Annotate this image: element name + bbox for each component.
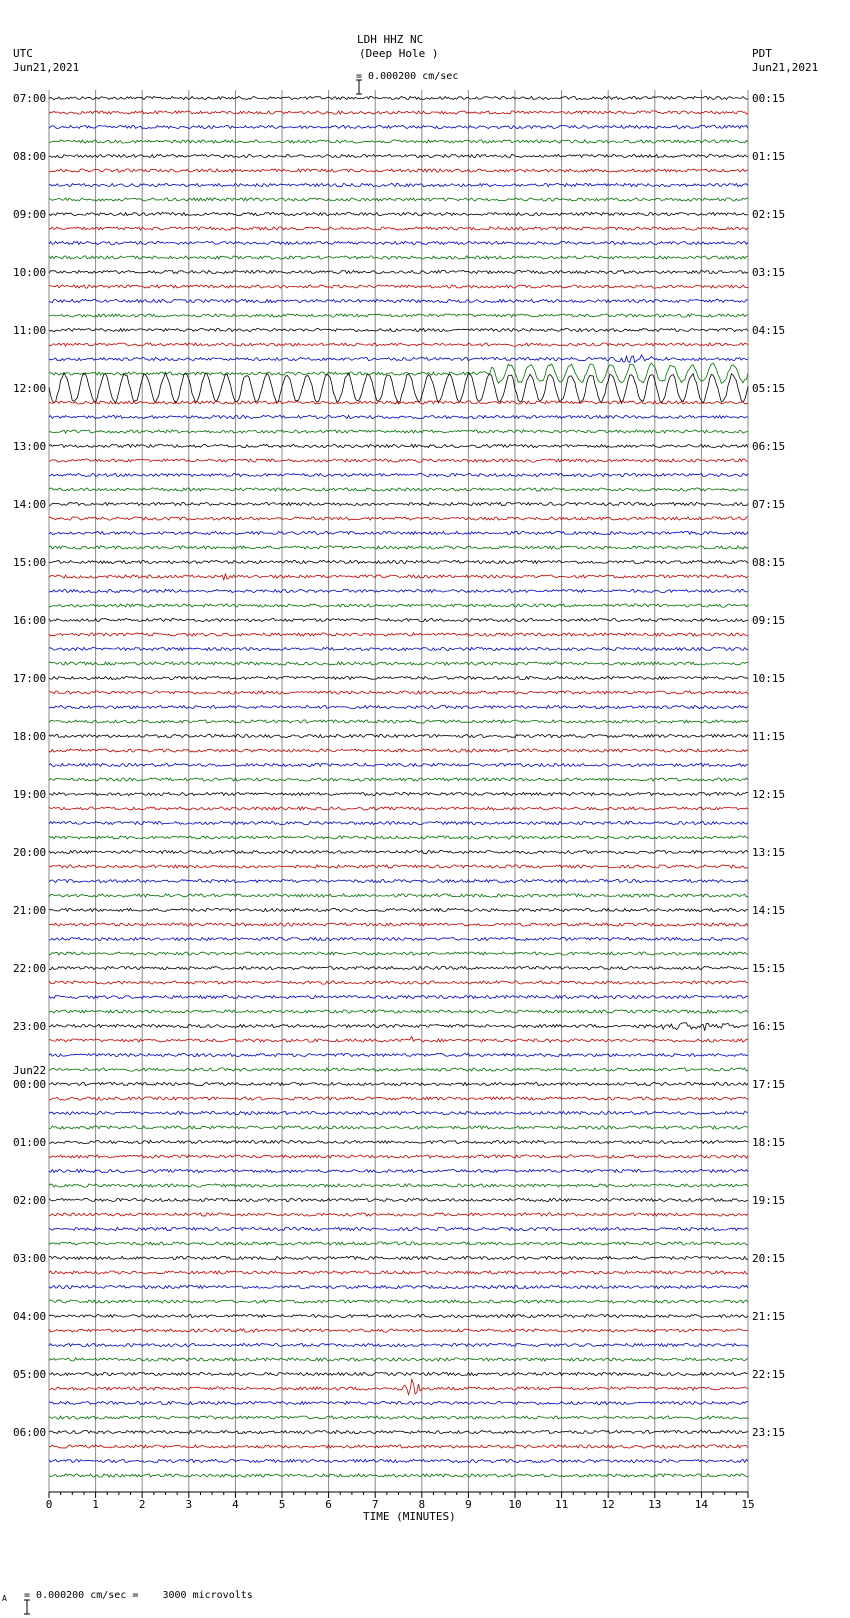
x-tick-label: 8 [418,1498,426,1511]
pdt-hour-label: 14:15 [752,904,786,917]
seismic-trace-24 [49,444,748,447]
pdt-hour-label: 00:15 [752,92,786,105]
seismic-trace-72 [49,1140,748,1143]
seismic-trace-13 [49,285,748,288]
seismic-trace-14 [49,299,748,302]
scale-label: = 0.000200 cm/sec [356,71,459,82]
pdt-hour-label: 23:15 [752,1426,786,1439]
seismic-trace-93 [49,1445,748,1448]
x-tick-label: 11 [554,1498,569,1511]
seismic-trace-92 [49,1430,748,1433]
seismic-trace-1 [49,111,748,114]
seismic-trace-9 [49,227,748,230]
utc-hour-label: 04:00 [13,1310,47,1323]
seismic-trace-64 [49,1023,748,1031]
utc-hour-label: 22:00 [13,962,47,975]
seismic-trace-85 [49,1329,748,1333]
seismic-trace-40 [49,676,748,679]
seismic-trace-39 [49,662,748,665]
seismic-trace-44 [49,734,748,737]
pdt-hour-label: 04:15 [752,324,786,337]
utc-hour-label: 11:00 [13,324,47,337]
utc-hour-label: 03:00 [13,1252,47,1265]
seismic-trace-33 [49,574,748,580]
seismic-trace-68 [49,1082,748,1085]
seismic-trace-65 [49,1036,748,1042]
seismic-trace-46 [49,763,748,766]
utc-hour-label: 17:00 [13,672,47,685]
x-tick-label: 13 [648,1498,662,1511]
pdt-hour-label: 15:15 [752,962,786,975]
seismic-trace-27 [49,488,748,491]
utc-label: UTC [13,47,33,60]
seismic-trace-79 [49,1242,748,1245]
utc-hour-label: 23:00 [13,1020,47,1033]
seismic-trace-90 [49,1401,748,1404]
seismic-trace-3 [49,140,748,143]
x-tick-label: 0 [45,1498,53,1511]
seismic-trace-10 [49,241,748,244]
date-change-label: Jun22 [13,1064,47,1077]
seismic-trace-86 [49,1343,748,1346]
seismic-trace-53 [49,865,748,868]
pdt-hour-label: 10:15 [752,672,786,685]
seismic-trace-17 [49,343,748,346]
x-tick-label: 15 [741,1498,755,1511]
site-title: (Deep Hole ) [359,47,439,60]
pdt-hour-label: 21:15 [752,1310,786,1323]
pdt-hour-label: 16:15 [752,1020,786,1033]
trace-group [49,96,748,1477]
x-tick-label: 12 [601,1498,615,1511]
seismic-trace-81 [49,1271,748,1274]
seismic-trace-0 [49,96,748,99]
utc-hour-label: 01:00 [13,1136,47,1149]
utc-hour-label: 12:00 [13,382,47,395]
seismic-trace-6 [49,183,748,186]
seismic-trace-78 [49,1227,748,1230]
seismic-trace-54 [49,879,748,882]
utc-hour-label: 20:00 [13,846,47,859]
seismic-trace-49 [49,807,748,810]
seismic-trace-45 [49,749,748,752]
seismic-trace-61 [49,981,748,984]
seismic-trace-31 [49,546,748,549]
seismic-trace-67 [49,1068,748,1071]
seismic-trace-58 [49,937,748,940]
pdt-hour-label: 01:15 [752,150,786,163]
station-title: LDH HHZ NC [357,33,424,46]
seismic-trace-15 [49,314,748,317]
pdt-hour-label: 05:15 [752,382,786,395]
seismic-trace-94 [49,1459,748,1462]
pdt-hour-label: 20:15 [752,1252,786,1265]
x-tick-label: 5 [278,1498,286,1511]
seismic-trace-28 [49,502,748,505]
pdt-hour-label: 08:15 [752,556,786,569]
seismic-trace-55 [49,894,748,897]
seismic-trace-88 [49,1372,748,1375]
seismic-trace-69 [49,1097,748,1100]
seismic-trace-32 [49,560,748,563]
footer-scale-label: = 0.000200 cm/sec = 3000 microvolts [24,1590,253,1601]
seismic-trace-74 [49,1169,748,1172]
corner-mark: A [2,1594,7,1603]
seismic-trace-56 [49,908,748,911]
seismic-trace-80 [49,1256,748,1259]
seismic-trace-42 [49,705,748,708]
seismic-trace-84 [49,1314,748,1317]
x-tick-label: 4 [232,1498,239,1511]
pdt-hour-label: 07:15 [752,498,786,511]
seismic-trace-71 [49,1126,748,1129]
pdt-hour-label: 19:15 [752,1194,786,1207]
seismic-trace-91 [49,1416,748,1419]
seismic-trace-18 [49,355,748,362]
utc-hour-label: 06:00 [13,1426,47,1439]
seismic-trace-12 [49,270,748,273]
seismic-trace-19 [49,363,748,383]
seismic-trace-75 [49,1184,748,1187]
seismic-trace-47 [49,778,748,781]
seismic-trace-7 [49,198,748,201]
pdt-hour-label: 11:15 [752,730,786,743]
seismic-trace-95 [49,1474,748,1477]
seismic-trace-57 [49,923,748,926]
seismic-trace-76 [49,1198,748,1201]
seismic-trace-4 [49,154,748,157]
x-tick-label: 1 [92,1498,99,1511]
pdt-hour-label: 02:15 [752,208,786,221]
seismic-trace-77 [49,1213,748,1216]
x-tick-label: 9 [465,1498,472,1511]
pdt-hour-label: 09:15 [752,614,786,627]
seismic-trace-60 [49,966,748,969]
utc-hour-label: 07:00 [13,92,47,105]
seismic-trace-59 [49,952,748,955]
x-tick-label: 3 [185,1498,193,1511]
seismic-trace-62 [49,995,748,998]
seismic-trace-34 [49,589,748,592]
seismic-trace-70 [49,1111,748,1114]
seismic-trace-2 [49,125,748,128]
seismic-trace-26 [49,473,748,476]
seismic-trace-16 [49,328,748,331]
footer-scale-icon [11,1586,17,1602]
utc-hour-label: 09:00 [13,208,47,221]
utc-date: Jun21,2021 [13,61,80,74]
utc-hour-label: 00:00 [13,1078,47,1091]
seismic-trace-38 [49,647,748,650]
seismic-trace-8 [49,212,748,215]
pdt-hour-label: 06:15 [752,440,786,453]
seismic-trace-41 [49,691,748,694]
seismic-trace-50 [49,821,748,824]
utc-hour-label: 05:00 [13,1368,47,1381]
utc-hour-label: 18:00 [13,730,47,743]
utc-hour-label: 16:00 [13,614,47,627]
seismic-trace-22 [49,415,748,418]
seismic-trace-52 [49,850,748,853]
seismic-trace-43 [49,720,748,723]
seismic-trace-36 [49,618,748,621]
seismic-trace-23 [49,430,748,433]
time-axis [46,1492,755,1511]
utc-hour-label: 10:00 [13,266,47,279]
seismic-trace-35 [49,604,748,607]
seismic-trace-51 [49,836,748,839]
seismic-trace-63 [49,1010,748,1013]
pdt-hour-label: 18:15 [752,1136,786,1149]
seismic-trace-30 [49,531,748,534]
seismic-trace-5 [49,169,748,172]
x-tick-label: 10 [508,1498,522,1511]
seismic-trace-29 [49,517,748,520]
seismic-trace-25 [49,459,748,462]
seismic-trace-11 [49,256,748,259]
scale-bar-icon [343,66,349,82]
utc-hour-label: 13:00 [13,440,47,453]
seismic-trace-82 [49,1285,748,1288]
x-tick-label: 7 [371,1498,379,1511]
pdt-hour-label: 22:15 [752,1368,786,1381]
x-tick-label: 6 [325,1498,332,1511]
x-tick-label: 2 [138,1498,146,1511]
utc-hour-label: 15:00 [13,556,47,569]
utc-hour-label: 21:00 [13,904,47,917]
seismic-trace-73 [49,1155,748,1158]
x-axis-title: TIME (MINUTES) [363,1510,456,1523]
utc-hour-label: 02:00 [13,1194,47,1207]
pdt-date: Jun21,2021 [752,61,819,74]
seismic-trace-48 [49,792,748,795]
utc-hour-label: 19:00 [13,788,47,801]
seismic-trace-20 [49,373,748,404]
utc-hour-label: 08:00 [13,150,47,163]
pdt-hour-label: 17:15 [752,1078,786,1091]
seismic-trace-83 [49,1300,748,1303]
seismic-trace-37 [49,633,748,636]
pdt-hour-label: 12:15 [752,788,786,801]
seismic-trace-89 [49,1379,748,1394]
seismic-trace-87 [49,1358,748,1361]
utc-hour-label: 14:00 [13,498,47,511]
seismic-trace-66 [49,1053,748,1056]
pdt-hour-label: 03:15 [752,266,786,279]
pdt-label: PDT [752,47,772,60]
pdt-hour-label: 13:15 [752,846,786,859]
x-tick-label: 14 [694,1498,709,1511]
